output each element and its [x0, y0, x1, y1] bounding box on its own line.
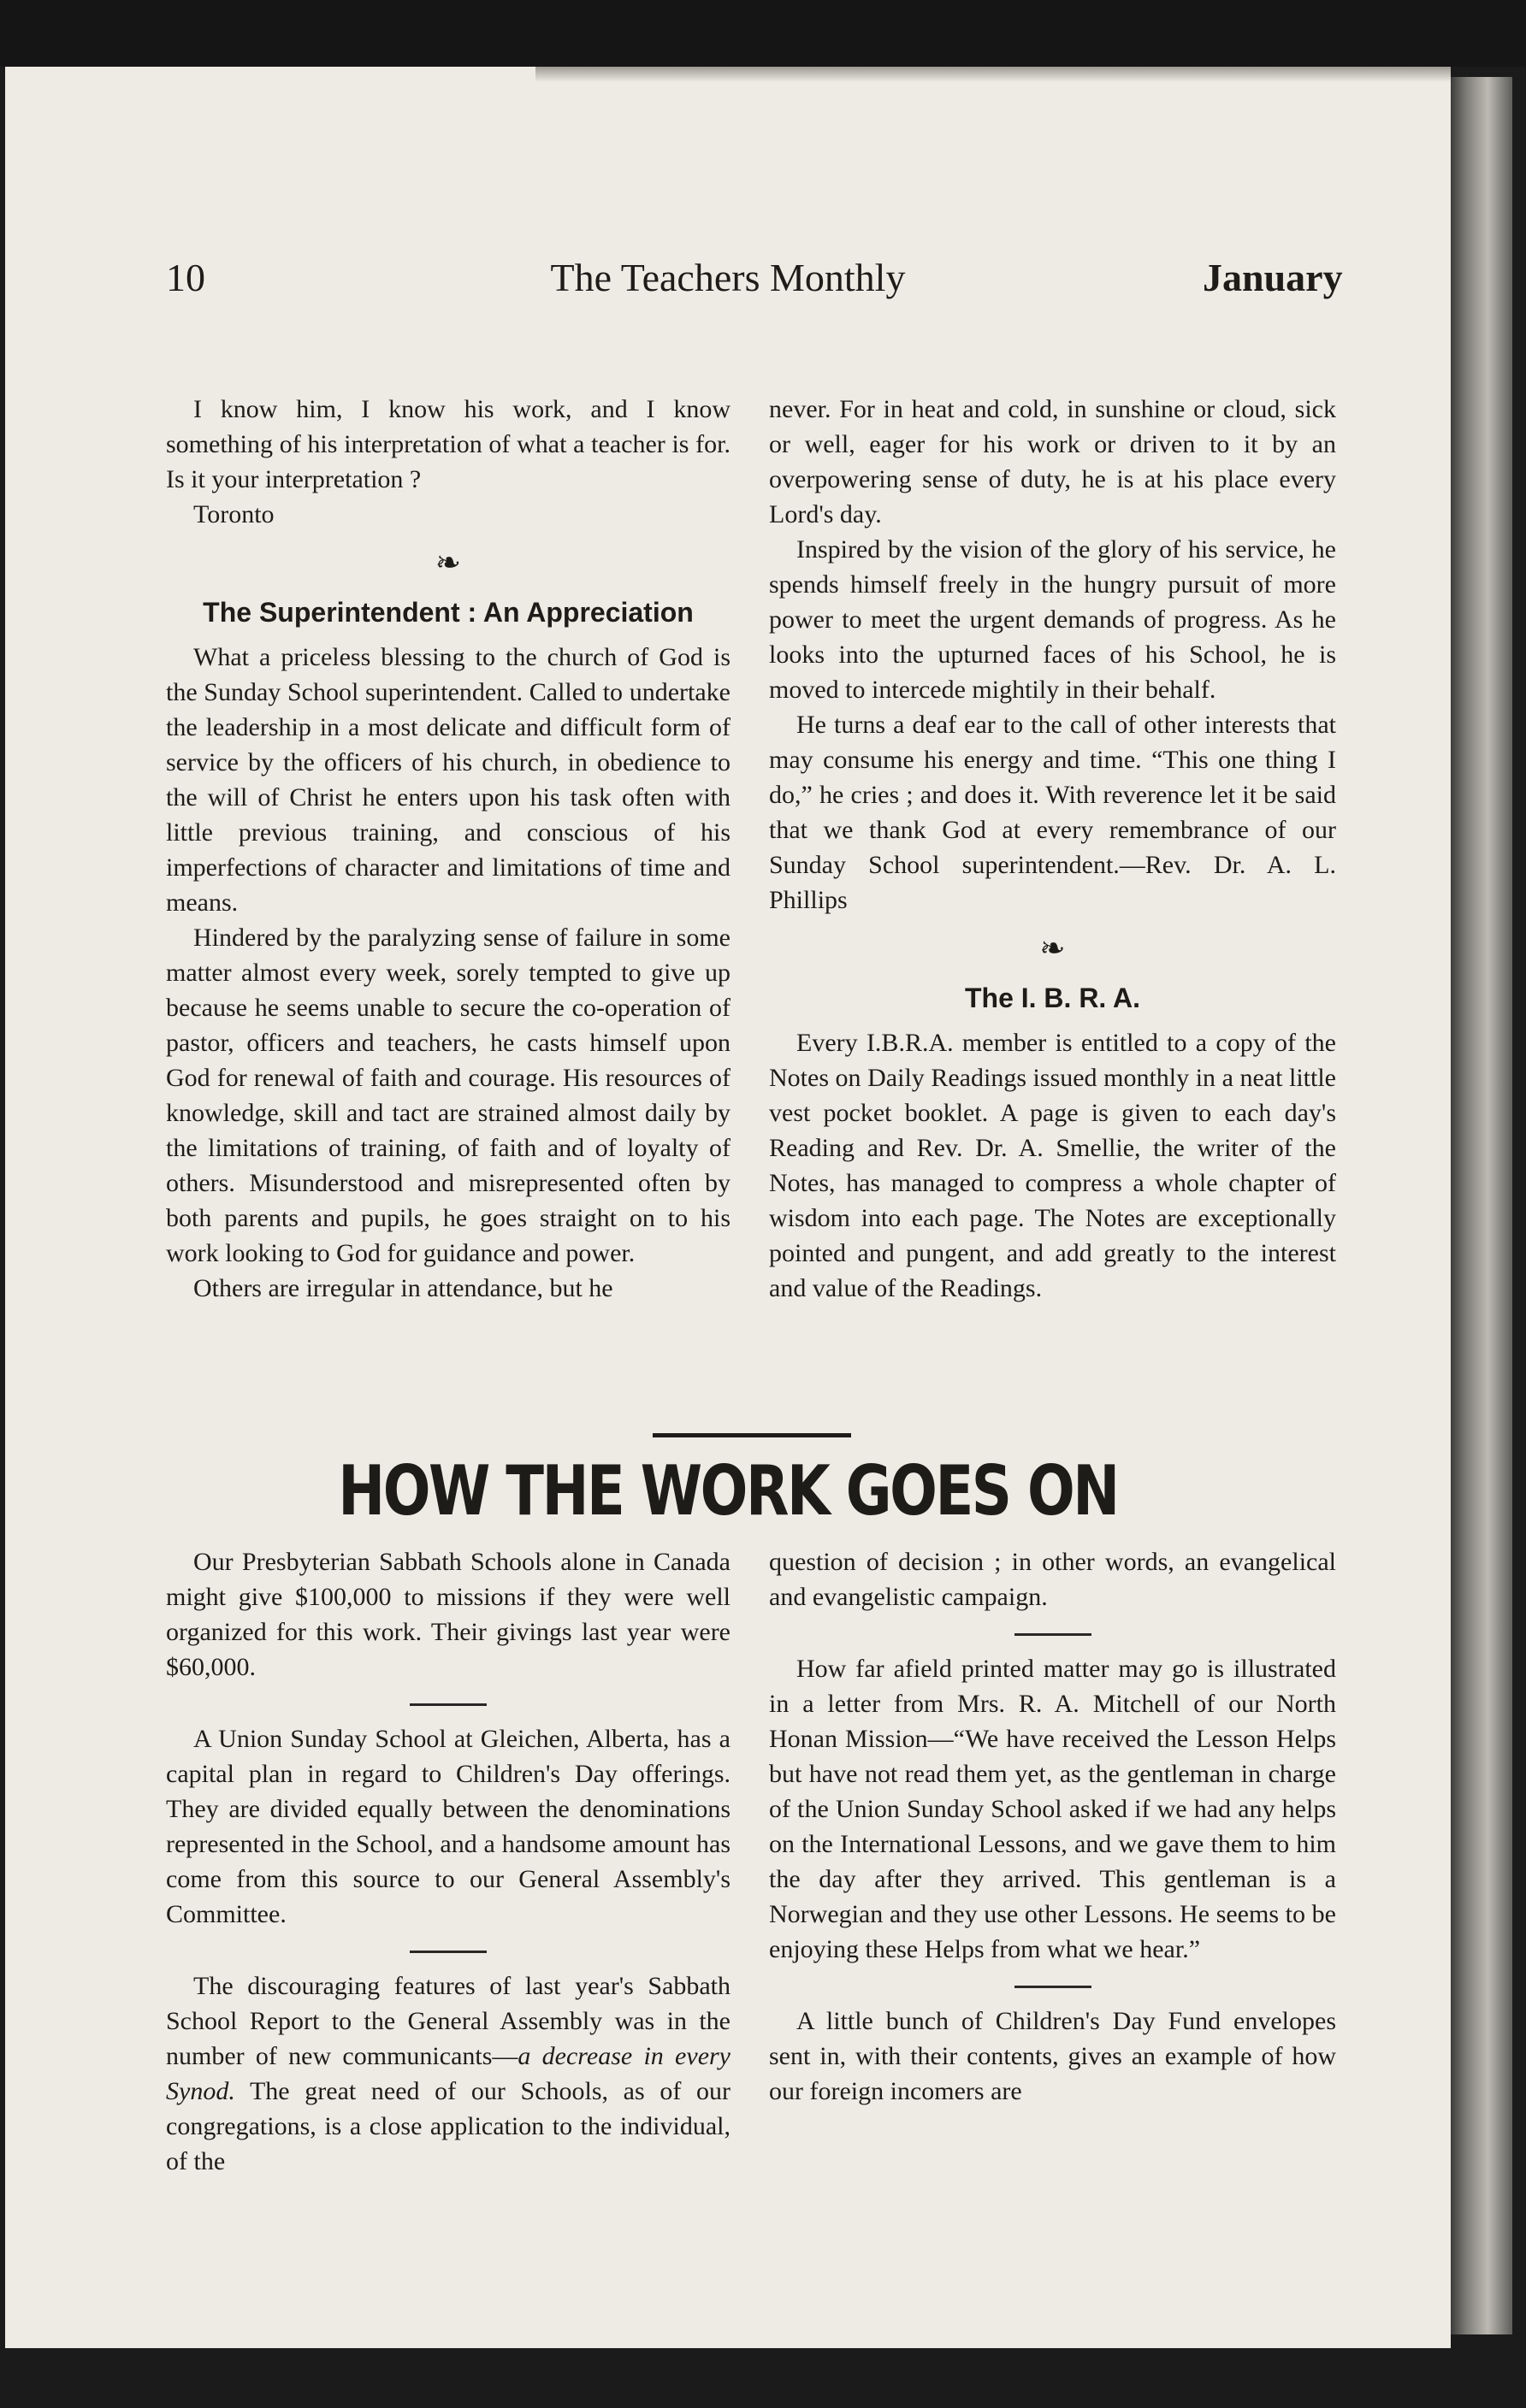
paragraph: Our Presbyterian Sabbath Schools alone in Canada might give $100,000 to missions if they were well organized for this work. Their givings last year were $60,000.	[166, 1548, 730, 1681]
paragraph	[166, 1968, 730, 2179]
column-right-bottom	[769, 1544, 1336, 2109]
fleuron-ornament-icon: ❧	[1039, 931, 1066, 965]
section-heading-superintendent: The Superintendent : An Appreciation	[203, 597, 694, 628]
paragraph: Every I.B.R.A. member is entitled to a copy of the Notes on Daily Readings issued monthly in a neat little vest pocket booklet. A page is given to each day's Reading and Rev. Dr. A. Smellie, the writer of the Notes, has managed to compress a whole chapter of wisdom into each page. The Notes are exceptionally pointed and pungent, and add greatly to the interest and value of the Readings.	[769, 1029, 1336, 1302]
text-span: The discouraging features of last year's Sabbath School Report to the General Assembly was in the number of new communicants—	[166, 1972, 730, 2070]
paragraph: A Union Sunday School at Gleichen, Alberta, has a capital plan in regard to Children's Day offerings. They are divided equally between the denominations represented in the School, and a handsome amount has come from this source to our General Assembly's Committee.	[166, 1725, 730, 1928]
page-number: 10	[166, 256, 205, 299]
page-stack-edge	[1451, 77, 1512, 2334]
text-span: The great need of our Schools, as of our congregations, is a close application to the individual, of the	[166, 2077, 730, 2175]
feature-title: HOW THE WORK GOES ON	[338, 1451, 1118, 1531]
divider	[1014, 1986, 1091, 1988]
issue-month: January	[1203, 256, 1343, 299]
title-rule	[653, 1433, 851, 1437]
paragraph: question of decision ; in other words, an evangelical and evangelistic campaign.	[769, 1548, 1336, 1611]
column-right-top	[769, 392, 1336, 1306]
paragraph: How far afield printed matter may go is illustrated in a letter from Mrs. R. A. Mitchell of our North Honan Mission—“We have received the Lesson Helps but have not read them yet, as the gentleman in charge of the Union Sunday School asked if we had any helps on the International Lessons, and we gave them to him the day after they arrived. This gentleman is a Norwegian and they use other Lessons. He seems to be enjoying these Helps from what we hear.”	[769, 1655, 1336, 1963]
magazine-page	[5, 67, 1451, 2348]
emphasis-text: a decrease in every Synod.	[166, 2042, 730, 2105]
fleuron-ornament-icon: ❧	[435, 546, 462, 580]
signature: Toronto	[193, 500, 275, 528]
section-heading-ibra: The I. B. R. A.	[964, 983, 1141, 1013]
paragraph: What a priceless blessing to the church of God is the Sunday School superintendent. Called to undertake the leadership in a most delicate and difficult form of service by the officers of his church, in obedience to the will of Christ he enters upon his task often with little previous training, and conscious of his imperfections of character and limitations of time and means.	[166, 643, 730, 917]
page-top-edge	[535, 67, 1451, 82]
paragraph: Others are irregular in attendance, but he	[193, 1274, 613, 1302]
paragraph: Hindered by the paralyzing sense of failure in some matter almost every week, sorely tempted to give up because he seems unable to secure the co-operation of pastor, officers and teachers, he casts himself upon God for renewal of faith and courage. His resources of knowledge, skill and tact are strained almost daily by the limitations of training, of faith and of loyalty of others. Misunderstood and misrepresented often by both parents and pupils, he goes straight on to his work looking to God for guidance and power.	[166, 924, 730, 1267]
paragraph: Inspired by the vision of the glory of his service, he spends himself freely in the hungry pursuit of more power to meet the urgent demands of progress. As he looks into the upturned faces of his School, he is moved to intercede mightily in their behalf.	[769, 535, 1336, 704]
divider	[410, 1703, 487, 1706]
divider	[410, 1951, 487, 1953]
paragraph: I know him, I know his work, and I know something of his interpretation of what a teacher is for. Is it your interpretation ?	[166, 395, 730, 493]
paragraph: never. For in heat and cold, in sunshine or cloud, sick or well, eager for his work or driven to it by an overpowering sense of duty, he is at his place every Lord's day.	[769, 395, 1336, 528]
running-title: The Teachers Monthly	[550, 256, 906, 299]
column-left-bottom	[166, 1544, 730, 2179]
scan-border-top	[0, 0, 1526, 67]
paragraph: A little bunch of Children's Day Fund envelopes sent in, with their contents, gives an example of how our foreign incomers are	[769, 2007, 1336, 2105]
divider	[1014, 1633, 1091, 1636]
column-left-top	[166, 392, 730, 1306]
paragraph: He turns a deaf ear to the call of other interests that may consume his energy and time. “This one thing I do,” he cries ; and does it. With reverence let it be said that we thank God at every remembrance of our Sunday School superintendent.—Rev. Dr. A. L. Phillips	[769, 711, 1336, 914]
